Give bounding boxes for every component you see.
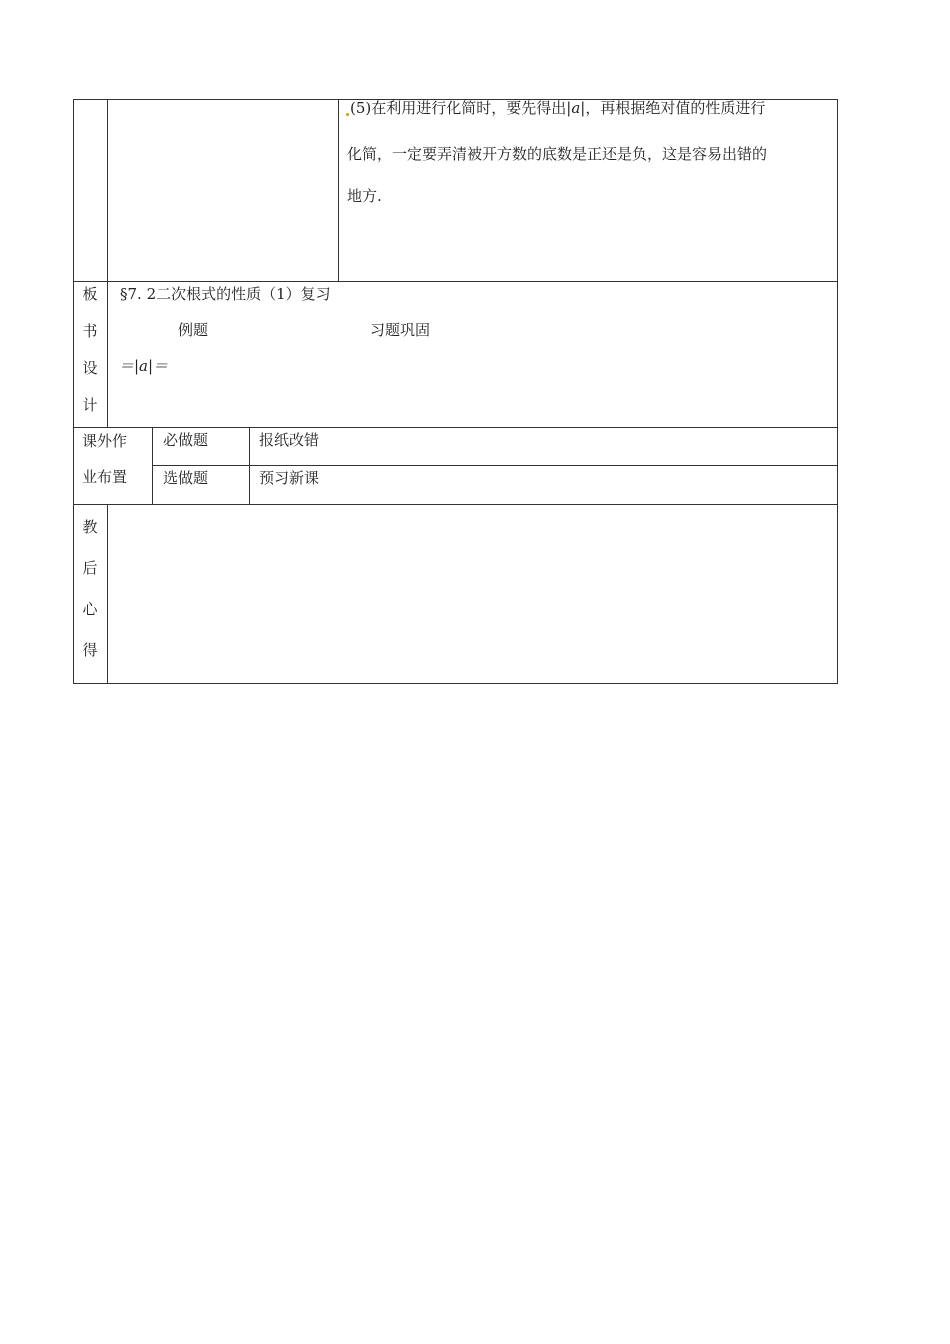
homework-row-split [152, 465, 838, 466]
board-design-divider [107, 281, 108, 428]
top-row-cell [73, 99, 838, 282]
top-row-divider-2 [338, 99, 339, 282]
board-design-title: §7. 2二次根式的性质（1）复习 [120, 285, 331, 303]
edit-mark-icon [346, 113, 349, 116]
abs-a: |a| [566, 99, 586, 117]
exercise-label: 习题巩固 [370, 321, 431, 339]
example-label: 例题 [178, 321, 209, 339]
board-design-row [73, 281, 838, 428]
top-row-divider-1 [107, 99, 108, 282]
optional-label: 选做题 [163, 469, 209, 487]
reflection-row [73, 504, 838, 684]
note-line-3: 地方. [347, 187, 382, 205]
note-line-2: 化简，一定要弄清被开方数的底数是正还是负，这是容易出错的 [347, 145, 768, 163]
homework-divider-1 [152, 427, 153, 505]
homework-label-line-2: 业布置 [82, 468, 128, 486]
board-design-label: 板 书 设 计 [82, 285, 98, 414]
required-value: 报纸改错 [259, 431, 320, 449]
optional-value: 预习新课 [259, 469, 320, 487]
note-line-1: (5)在利用进行化简时，要先得出|a|，再根据绝对值的性质进行 [346, 101, 765, 116]
required-label: 必做题 [163, 431, 209, 449]
homework-label-line-1: 课外作 [82, 432, 128, 450]
reflection-label: 教 后 心 得 [82, 518, 98, 659]
homework-divider-2 [249, 427, 250, 505]
board-formula: ＝|a|＝ [119, 357, 169, 375]
reflection-divider [107, 504, 108, 684]
